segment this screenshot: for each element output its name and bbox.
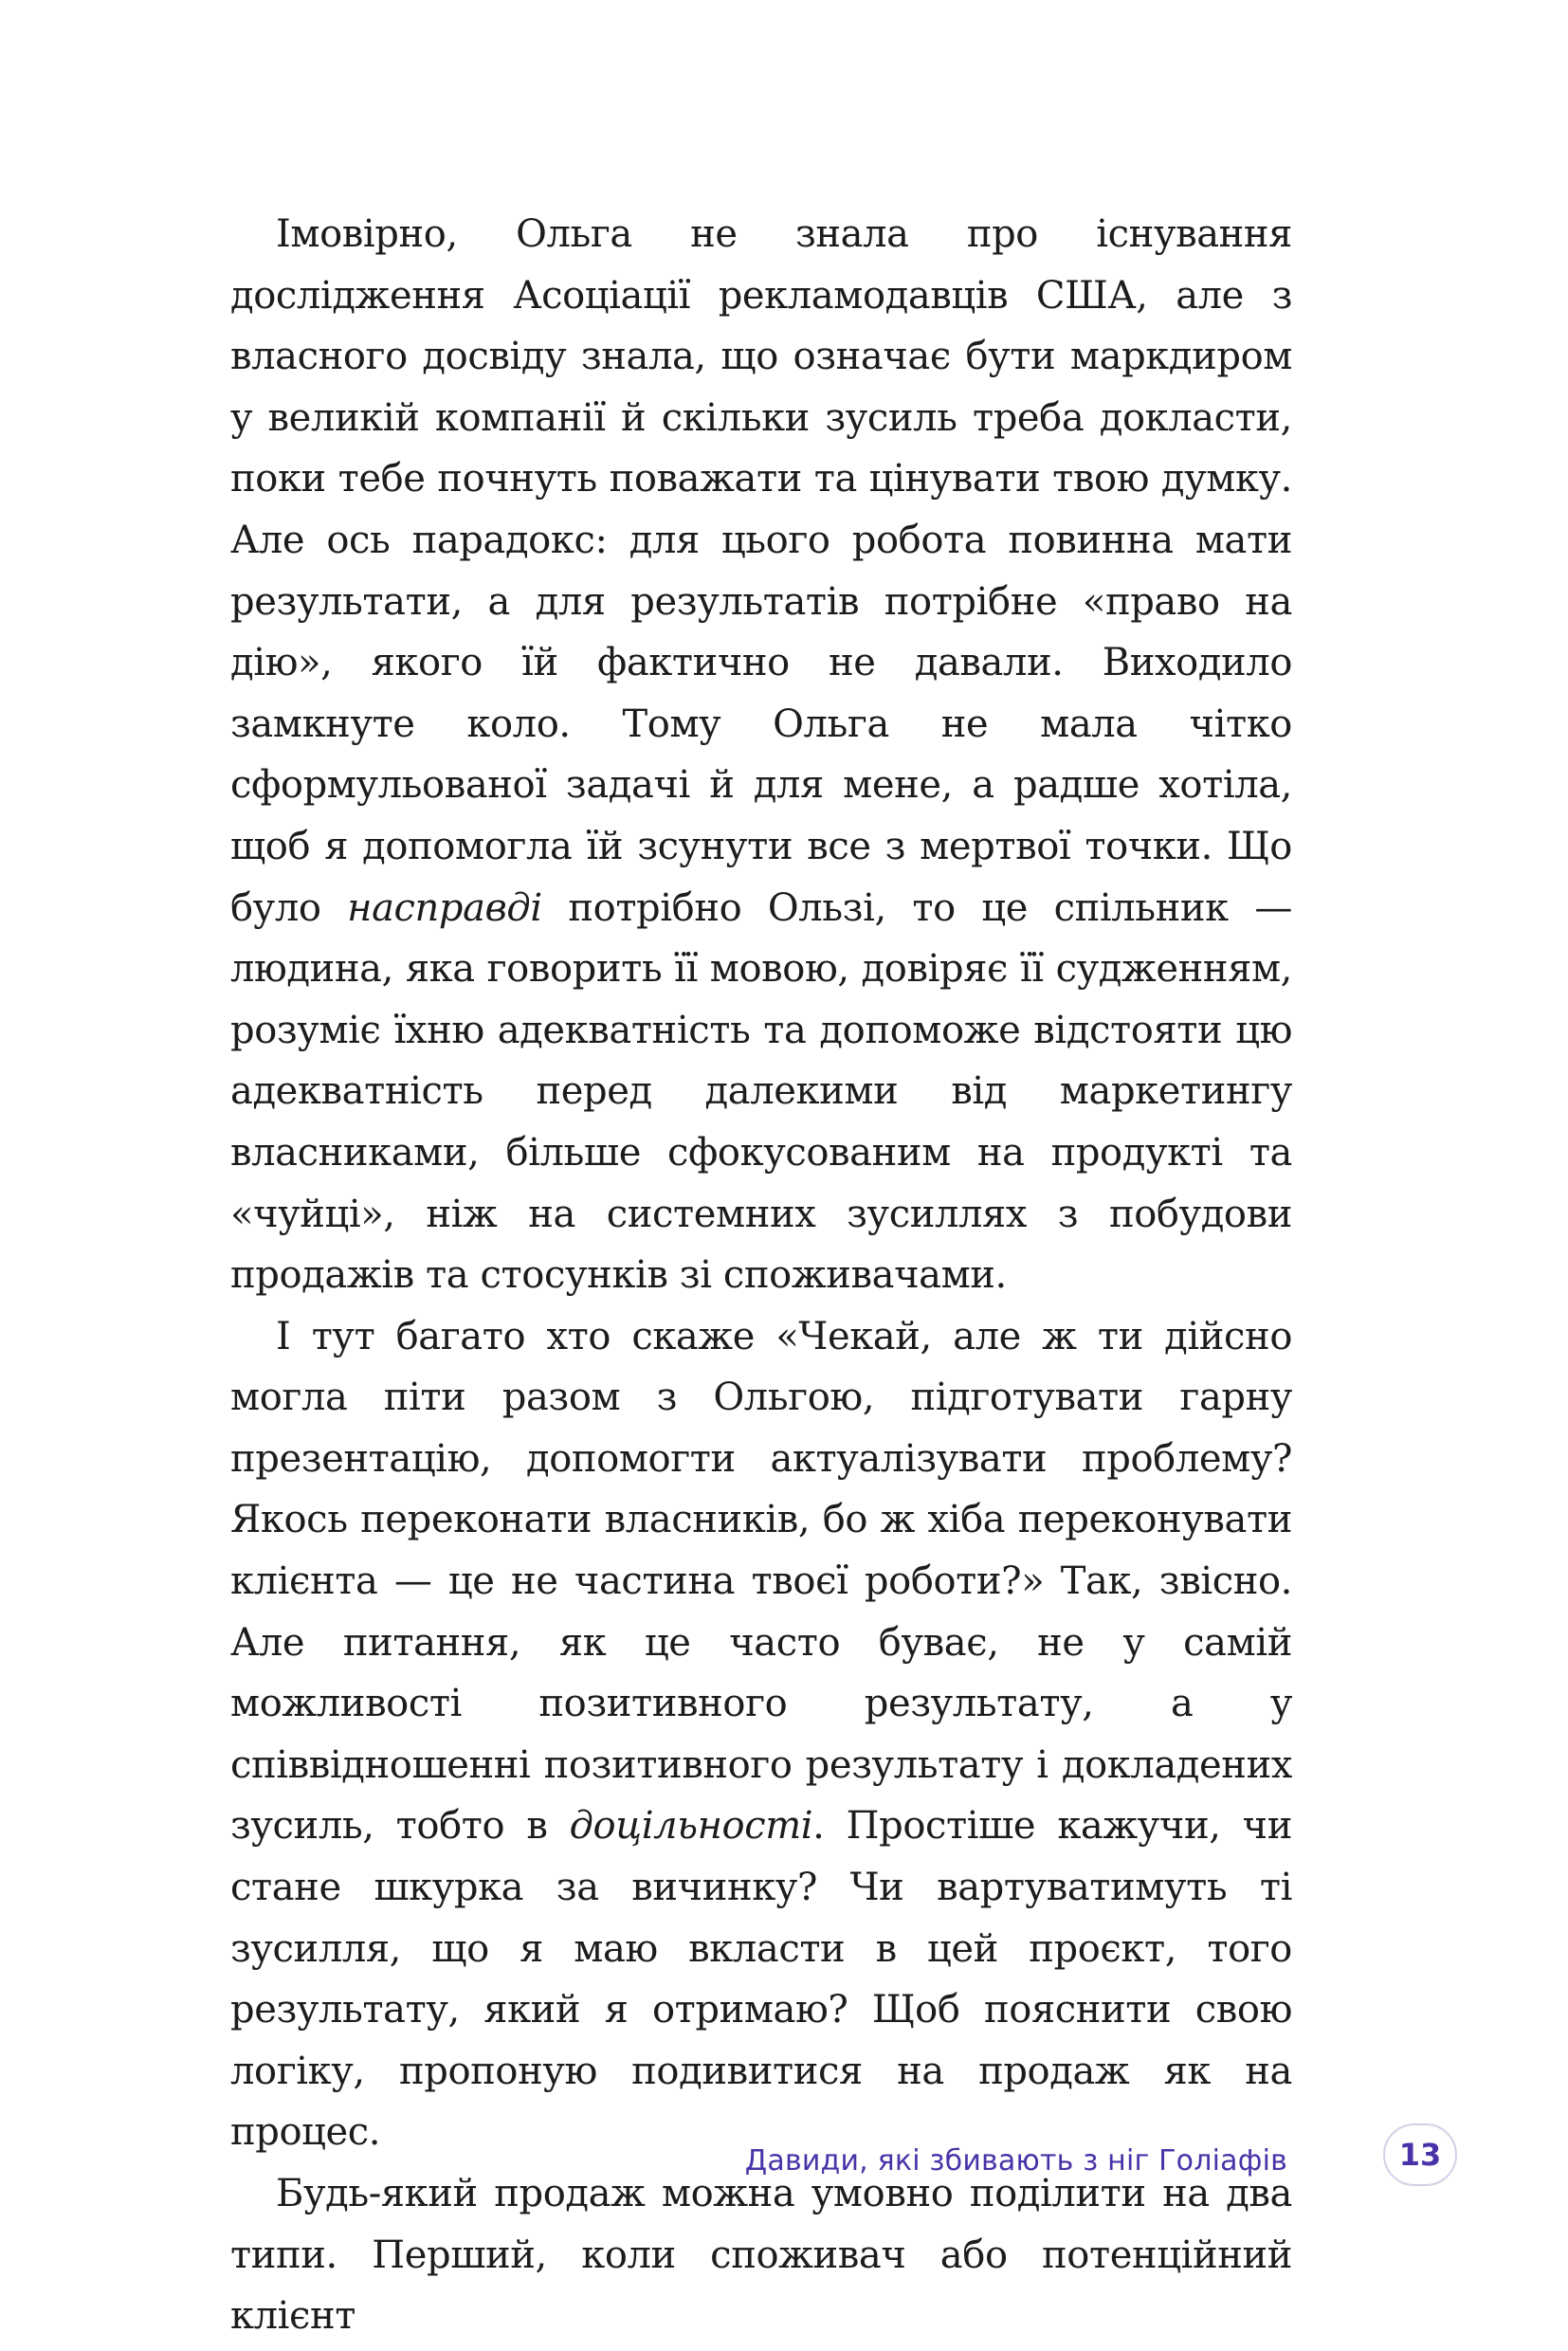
paragraph-1-text-start: Імовірно, Ольга не знала про існування дослідження Асоціації рекламодавців США, але з власного досвіду знала, що означає бути маркдиром у великій компанії й скільки зусиль треба докласти, поки тебе почнуть поважати та цінувати твою думку. Але ось парадокс: для цього робота повинна мати результати, а для результатів потрібне «право на дію», якого їй фактично не давали. Виходило замкнуте коло. Тому Ольга не мала чітко сформульованої задачі й для мене, а радше хотіла, щоб я допомогла їй зсунути все з мертвої точки. Що було	[230, 212, 1292, 930]
page-number: 13	[1398, 2137, 1442, 2173]
page-footer	[0, 2123, 1568, 2199]
running-head: Давиди, які збивають з ніг Голіафів	[744, 2144, 1287, 2178]
paragraph-3: Будь-який продаж можна умовно поділити на два типи. Перший, коли споживач або потенційний клієнт	[230, 2172, 1292, 2339]
paragraph-1-emphasis: насправді	[347, 885, 542, 930]
paragraph-2-text-start: І тут багато хто скаже «Чекай, але ж ти дійсно могла піти разом з Ольгою, підготувати гарну презентацію, допомогти актуалізувати проблему? Якось переконати власників, бо ж хіба переконувати клієнта — це не частина твоєї роботи?» Так, звісно. Але питання, як це часто буває, не у самій можливості позитивного результату, а у співвідношенні позитивного результату і докладених зусиль, тобто в	[230, 1314, 1292, 1849]
paragraph-1	[230, 204, 1292, 1306]
paragraph-2-text-end: . Простіше кажучи, чи стане шкурка за вичинку? Чи вартуватимуть ті зусилля, що я маю вкласти в цей проєкт, того результату, який я отримаю? Щоб пояснити свою логіку, пропоную подивитися на продаж як на процес.	[230, 1804, 1292, 2155]
page-number-badge	[1383, 2123, 1457, 2186]
paragraph-2-emphasis: доцільності	[569, 1804, 813, 1849]
paragraph-1-text-end: потрібно Ользі, то це спільник — людина, яка говорить її мовою, довіряє її судженням, розуміє їхню адекватність та допоможе відстояти цю адекватність перед далекими від маркетингу власниками, більше сфокусованим на продукті та «чуйці», ніж на системних зусиллях з побудови продажів та стосунків зі споживачами.	[230, 885, 1292, 1298]
body-text	[230, 204, 1292, 2347]
paragraph-2	[230, 1306, 1292, 2163]
